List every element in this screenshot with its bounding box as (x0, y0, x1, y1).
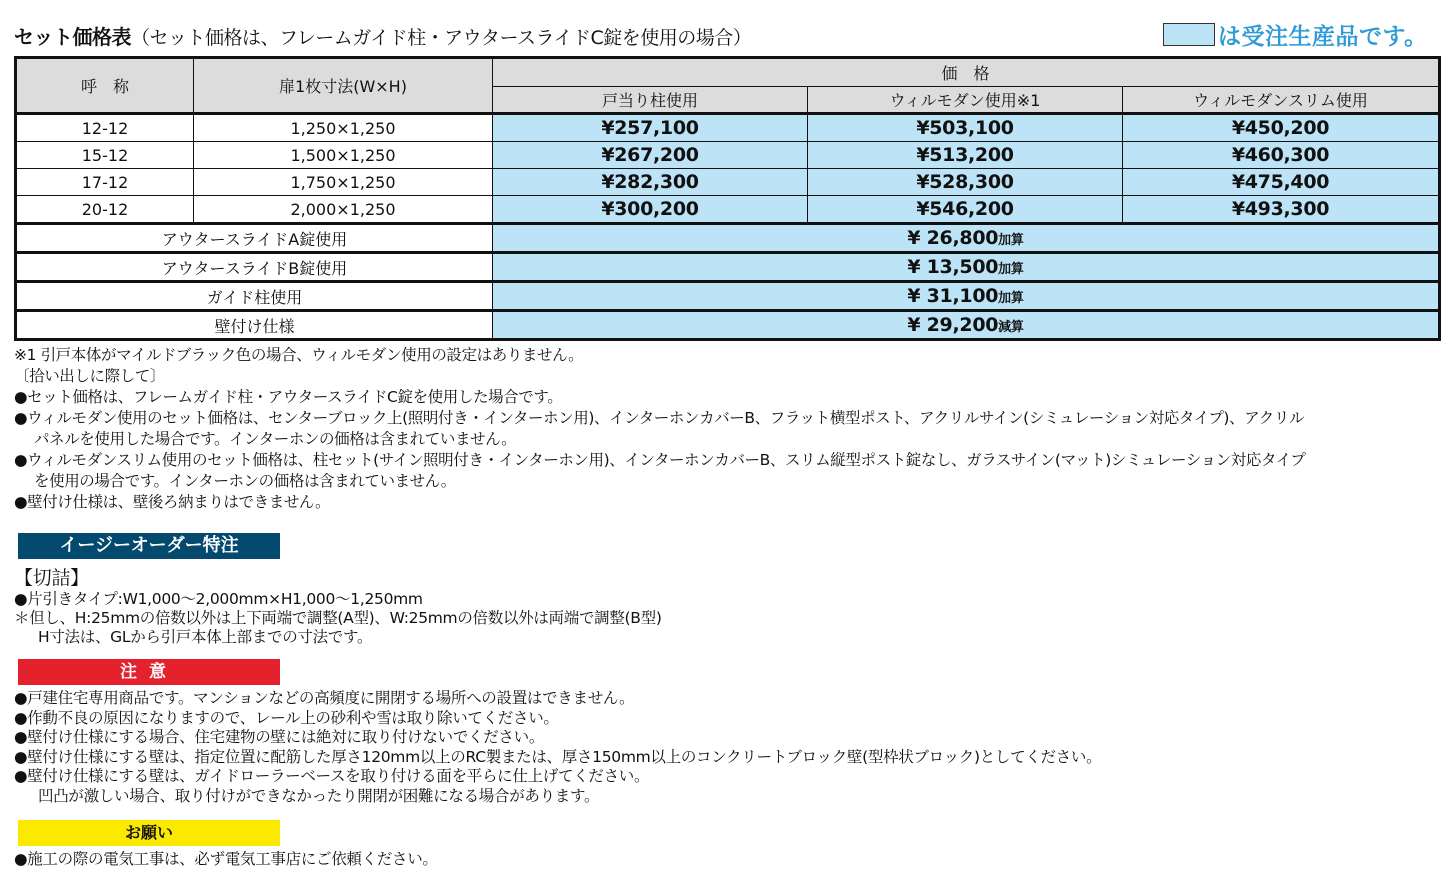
row-price: ¥493,300 (1123, 196, 1440, 224)
header-size: 扉1枚寸法(W×H) (194, 58, 493, 114)
option-price-suffix: 減算 (998, 320, 1024, 335)
note-line: 〔拾い出しに際して〕 (14, 367, 166, 385)
row-size: 1,500×1,250 (194, 142, 493, 169)
row-price: ¥450,200 (1123, 114, 1440, 142)
easy-order-line: H寸法は、GLから引戸本体上部までの寸法です。 (38, 628, 373, 646)
row-price: ¥513,200 (808, 142, 1123, 169)
easy-order-line: ●片引きタイプ:W1,000〜2,000mm×H1,000〜1,250mm (14, 590, 423, 608)
title-main: セット価格表 (14, 25, 131, 49)
row-size: 1,750×1,250 (194, 169, 493, 196)
price-table (14, 56, 1441, 341)
option-price-suffix: 加算 (998, 291, 1024, 306)
option-row (16, 311, 1440, 340)
header-price-col: 戸当り柱使用 (493, 87, 808, 114)
option-label: アウタースライドB錠使用 (16, 253, 493, 282)
note-line: ●セット価格は、フレームガイド柱・アウタースライドC錠を使用した場合です。 (14, 388, 563, 406)
option-label: アウタースライドA錠使用 (16, 224, 493, 253)
option-price-value: ¥ 26,800 (907, 227, 999, 249)
option-price-suffix: 加算 (998, 262, 1024, 277)
caution-heading: 注意 (18, 659, 280, 685)
made-to-order-legend (1163, 20, 1428, 48)
option-price-value: ¥ 31,100 (907, 285, 999, 307)
legend-text: は受注生産品です。 (1218, 23, 1428, 50)
notes-section (14, 345, 1444, 513)
row-price: ¥546,200 (808, 196, 1123, 224)
option-price (493, 224, 1440, 253)
option-price (493, 311, 1440, 340)
easy-order-section (14, 566, 662, 647)
row-name: 17-12 (16, 169, 194, 196)
legend-swatch (1163, 23, 1215, 46)
note-line: パネルを使用した場合です。インターホンの価格は含まれていません。 (34, 430, 517, 448)
row-price: ¥257,100 (493, 114, 808, 142)
note-line: ●ウィルモダンスリム使用のセット価格は、柱セット(サイン照明付き・インターホン用)、インターホンカバーB、スリム縦型ポスト錠なし、ガラスサイン(マット)シミュレーション対応タイプ (14, 451, 1306, 469)
row-price: ¥528,300 (808, 169, 1123, 196)
option-label: ガイド柱使用 (16, 282, 493, 311)
note-line: ※1 引戸本体がマイルドブラック色の場合、ウィルモダン使用の設定はありません。 (14, 346, 584, 364)
row-price: ¥300,200 (493, 196, 808, 224)
easy-order-line: ＊但し、H:25mmの倍数以外は上下両端で調整(A型)、W:25mmの倍数以外は両端で調整(B型) (14, 609, 662, 627)
header-price-col: ウィルモダンスリム使用 (1123, 87, 1440, 114)
table-row (16, 114, 1440, 142)
easy-order-subheading: 【切詰】 (14, 567, 89, 589)
note-line: を使用の場合です。インターホンの価格は含まれていません。 (34, 472, 456, 490)
easy-order-heading: イージーオーダー特注 (18, 533, 280, 559)
option-price-value: ¥ 13,500 (907, 256, 999, 278)
row-name: 20-12 (16, 196, 194, 224)
caution-line: ●壁付け仕様にする壁は、指定位置に配筋した厚さ120mm以上のRC製または、厚さ150mm以上のコンクリートブロック壁(型枠状ブロック)としてください。 (14, 747, 1102, 766)
option-price-value: ¥ 29,200 (907, 314, 999, 336)
row-price: ¥282,300 (493, 169, 808, 196)
title-sub: （セット価格は、フレームガイド柱・アウタースライドC錠を使用の場合） (131, 27, 752, 49)
row-price: ¥267,200 (493, 142, 808, 169)
row-name: 12-12 (16, 114, 194, 142)
row-price: ¥475,400 (1123, 169, 1440, 196)
caution-line: ●壁付け仕様にする場合、住宅建物の壁には絶対に取り付けないでください。 (14, 728, 545, 746)
caution-line: 凹凸が激しい場合、取り付けができなかったり開閉が困難になる場合があります。 (38, 786, 600, 805)
option-row (16, 253, 1440, 282)
option-row (16, 224, 1440, 253)
caution-line: ●作動不良の原因になりますので、レール上の砂利や雪は取り除いてください。 (14, 708, 559, 727)
option-price (493, 282, 1440, 311)
request-section (14, 850, 438, 869)
table-row (16, 169, 1440, 196)
caution-line: ●壁付け仕様にする壁は、ガイドローラーベースを取り付ける面を平らに仕上げてください。 (14, 767, 650, 785)
header-name: 呼 称 (16, 58, 194, 114)
row-price: ¥460,300 (1123, 142, 1440, 169)
row-size: 1,250×1,250 (194, 114, 493, 142)
row-name: 15-12 (16, 142, 194, 169)
page-title (14, 21, 751, 51)
note-line: ●ウィルモダン使用のセット価格は、センターブロック上(照明付き・インターホン用)、インターホンカバーB、フラット横型ポスト、アクリルサイン(シミュレーション対応タイプ)、アクリル (14, 409, 1305, 427)
table-row (16, 196, 1440, 224)
request-heading: お願い (18, 820, 280, 846)
option-price-suffix: 加算 (998, 233, 1024, 248)
option-row (16, 282, 1440, 311)
table-row (16, 142, 1440, 169)
header-price-group: 価 格 (493, 58, 1440, 87)
caution-section (14, 689, 1101, 806)
row-size: 2,000×1,250 (194, 196, 493, 224)
option-price (493, 253, 1440, 282)
note-line: ●壁付け仕様は、壁後ろ納まりはできません。 (14, 493, 331, 511)
row-price: ¥503,100 (808, 114, 1123, 142)
caution-line: ●戸建住宅専用商品です。マンションなどの高頻度に開閉する場所への設置はできません。 (14, 689, 635, 707)
header-price-col: ウィルモダン使用※1 (808, 87, 1123, 114)
request-line: ●施工の際の電気工事は、必ず電気工事店にご依頼ください。 (14, 850, 438, 868)
option-label: 壁付け仕様 (16, 311, 493, 340)
